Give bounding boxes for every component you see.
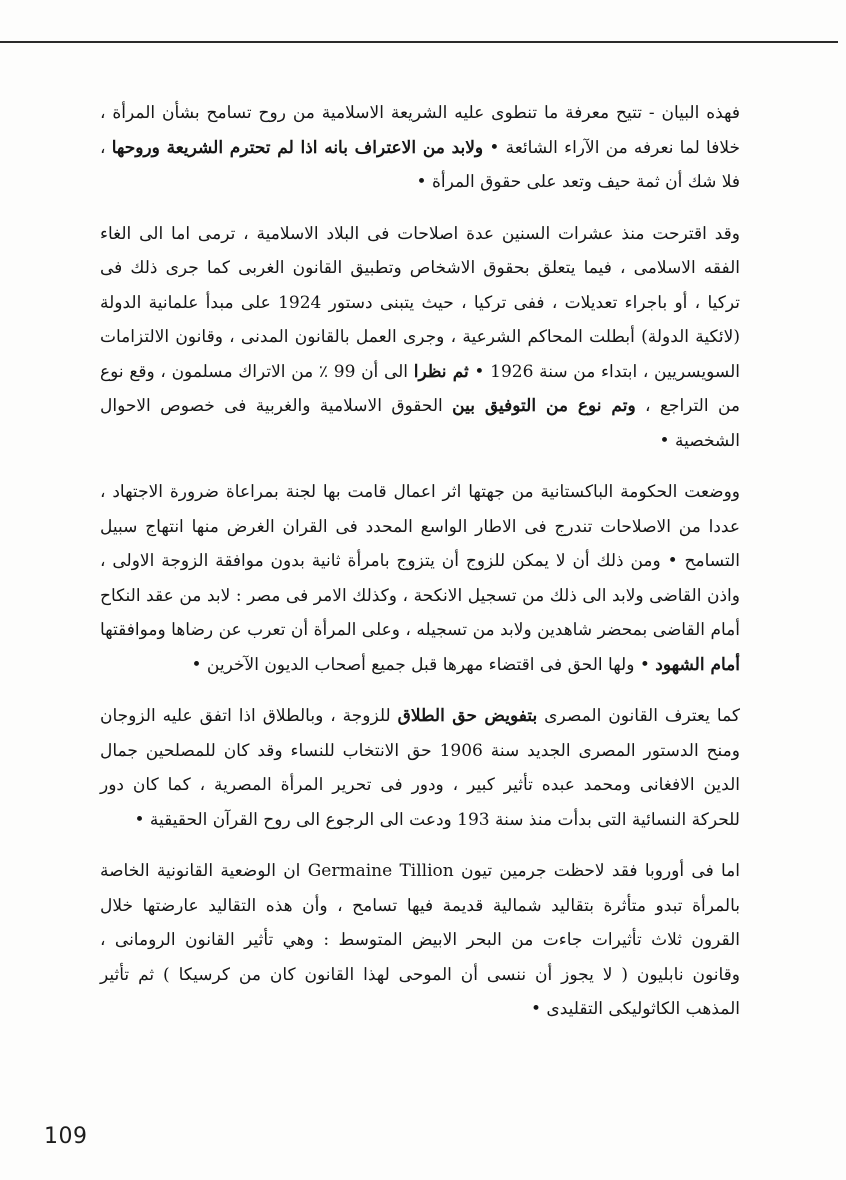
- text-segment: وقد اقترحت منذ عشرات السنين عدة اصلاحات فى البلاد الاسلامية ، ترمى اما الى الغاء الفقه الاسلامى ، فيما يتعلق بحقوق الاشخاص وتطبيق القانون الغربى كما جرى ذلك فى تركيا ، أو باجراء تعديلات ، ففى تركيا ، حيث يتبنى دستور 1924 على مبدأ علمانية الدولة (لائكية الدولة) أبطلت المحاكم الشرعية ، وجرى العمل بالقانون المدنى ، وقانون الالتزامات السويسريين ، ابتداء من سنة 1926 •: [100, 223, 740, 382]
- text-segment: للزوجة ، وبالطلاق اذا اتفق عليه الزوجان ومنح الدستور المصرى الجديد سنة 1906 حق الانتخاب للنساء وقد كان للمصلحين جمال الدين الافغانى ومحمد عبده تأثير كبير ، ودور فى تحرير المرأة المصرية ، كما كان دور للحركة النسائية التى بدأت منذ سنة 193 ودعت الى الرجوع الى روح القرآن الحقيقية •: [100, 706, 740, 830]
- bold-text-segment: بتفويض حق الطلاق: [397, 706, 538, 726]
- paragraph: [100, 217, 740, 459]
- body-text: [100, 96, 740, 1027]
- text-segment: الحقوق الاسلامية والغربية فى خصوص الاحوال الشخصية •: [100, 396, 740, 451]
- paragraph: [100, 854, 740, 1027]
- paragraph: [100, 96, 740, 200]
- text-segment: اما فى أوروبا فقد لاحظت جرمين تيون Germaine Tillion ان الوضعية القانونية الخاصة بالمرأة تبدو متأثرة بتقاليد شمالية قديمة فيها تسامح ، وأن هذه التقاليد عارضتها خلال القرون ثلاث تأثيرات جاءت من البحر الابيض المتوسط : وهي تأثير القانون الرومانى ، وقانون نابليون ( لا يجوز أن ننسى أن الموحى لهذا القانون كان من كرسيكا ) ثم تأثير المذهب الكاثوليكى التقليدى •: [100, 861, 740, 1019]
- bold-text-segment: ثم نظرا: [413, 361, 469, 382]
- text-segment: ووضعت الحكومة الباكستانية من جهتها اثر اعمال قامت بها لجنة بمراعاة ضرورة الاجتهاد ، عددا من الاصلاحات تندرج فى الاطار الواسع المحدد فى القران الغرض منها انتهاج سبيل التسامح • ومن ذلك أن لا يمكن للزوج أن يتزوج بامرأة ثانية بدون موافقة الزوجة الاولى ، واذن القاضى ولابد الى ذلك من تسجيل الانكحة ، وكذلك الامر فى مصر : لابد من عقد النكاح أمام القاضى بمحضر شاهدين ولابد من تسجيله ، وعلى المرأة أن تعرب عن رضاها وموافقتها: [100, 482, 740, 640]
- page-number: 109: [44, 1124, 88, 1149]
- paragraph: [100, 475, 740, 682]
- text-segment: كما يعترف القانون المصرى: [537, 706, 740, 726]
- text-segment: فهذه البيان - تتيح معرفة ما تنطوى عليه الشريعة الاسلامية من روح تسامح بشأن المرأة ، خلافا لما نعرفه من الآراء الشائعة •: [100, 103, 741, 158]
- paragraph: [100, 699, 740, 837]
- bold-text-segment: أمام الشهود: [655, 654, 740, 675]
- top-rule: [0, 41, 838, 43]
- text-segment: الى أن 99 ٪ من الاتراك مسلمون ، وقع نوع من التراجع ،: [100, 361, 740, 416]
- bold-text-segment: وتم نوع من التوفيق بين: [452, 396, 636, 416]
- bold-text-segment: ولابد من الاعتراف بانه اذا لم تحترم الشريعة وروحها: [111, 137, 484, 158]
- text-segment: • ولها الحق فى اقتضاء مهرها قبل جميع أصحاب الديون الآخرين •: [191, 654, 656, 675]
- text-segment: ، فلا شك أن ثمة حيف وتعد على حقوق المرأة •: [100, 137, 740, 192]
